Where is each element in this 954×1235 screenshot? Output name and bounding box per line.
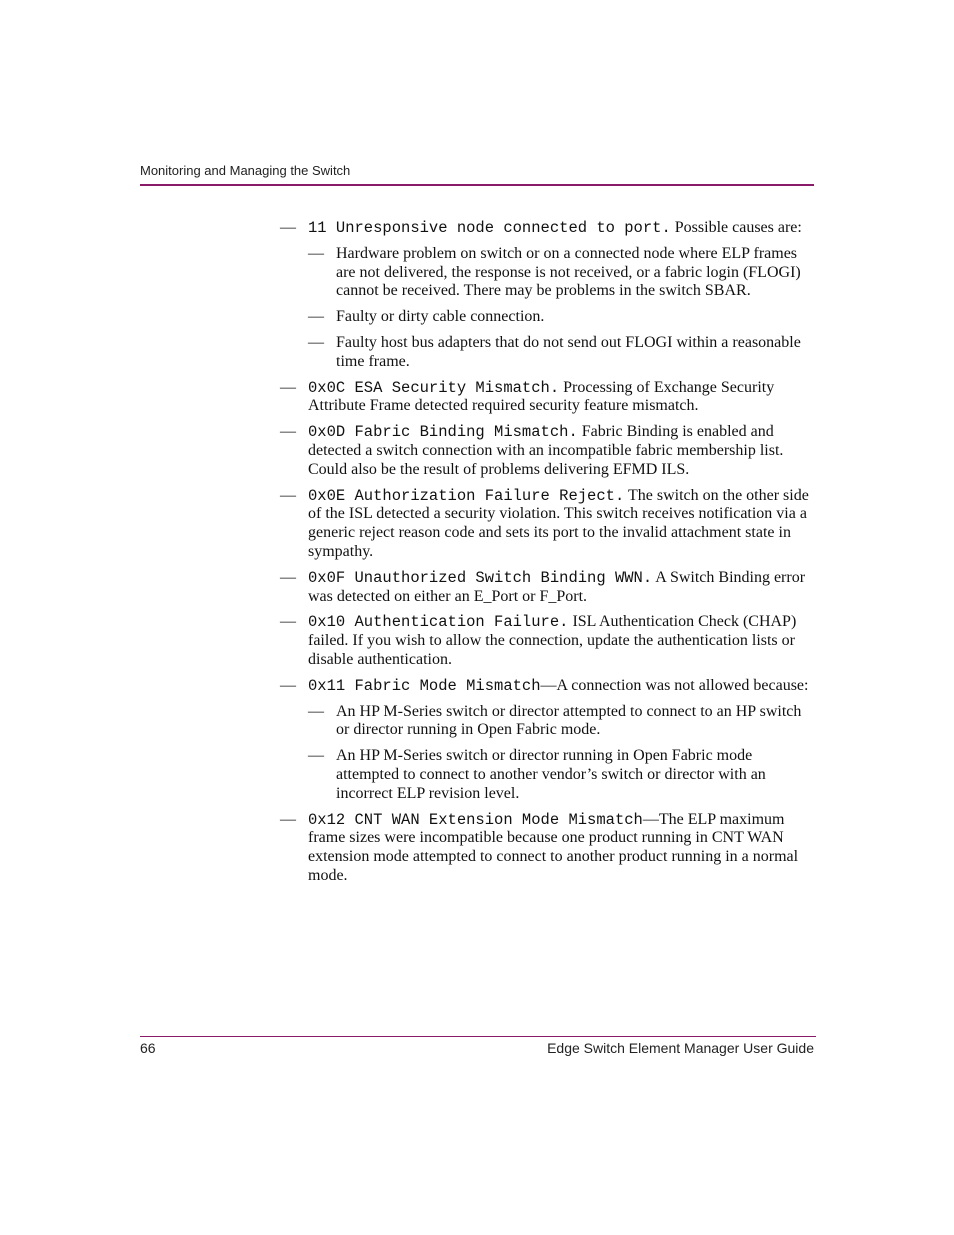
error-description: The switch on the other side of the ISL detected a security violation. This switch receives notification via a generic reject reason code and sets its port to the invalid attachment state in sympathy. bbox=[308, 486, 809, 560]
sub-list-item bbox=[308, 747, 815, 803]
cause-text: An HP M-Series switch or director attempted to connect to an HP switch or director running in Open Fabric mode. bbox=[336, 702, 802, 739]
list-item bbox=[280, 569, 815, 607]
error-description: A Switch Binding error was detected on either an E_Port or F_Port. bbox=[308, 568, 806, 605]
list-item bbox=[280, 423, 815, 479]
dash-bullet: — bbox=[280, 613, 296, 631]
list-item bbox=[280, 613, 815, 669]
footer-rule bbox=[140, 1036, 816, 1037]
error-description: Processing of Exchange Security Attribute Frame detected required security feature mismatch. bbox=[308, 378, 775, 415]
dash-bullet: — bbox=[280, 423, 296, 441]
dash-bullet: — bbox=[280, 219, 296, 236]
dash-bullet: — bbox=[280, 486, 296, 504]
page-number: 66 bbox=[140, 1040, 156, 1056]
sub-list-item bbox=[308, 334, 815, 372]
error-code: 0x12 CNT WAN Extension Mode Mismatch bbox=[308, 810, 643, 829]
error-code: 0x0D Fabric Binding Mismatch. bbox=[308, 423, 578, 442]
dash-bullet: — bbox=[308, 244, 324, 262]
error-code: 0x10 Authentication Failure. bbox=[308, 613, 569, 632]
guide-title: Edge Switch Element Manager User Guide bbox=[547, 1040, 814, 1056]
dash-bullet: — bbox=[308, 747, 324, 765]
cause-text: Faulty host bus adapters that do not send out FLOGI within a reasonable time frame. bbox=[336, 333, 801, 370]
list-item bbox=[280, 487, 815, 562]
list-item bbox=[280, 811, 815, 886]
error-code: 0x0E Authorization Failure Reject. bbox=[308, 486, 625, 505]
error-code: 0x0C ESA Security Mismatch. bbox=[308, 378, 560, 397]
error-code-list bbox=[280, 219, 815, 893]
sub-list-item bbox=[308, 245, 815, 301]
dash-bullet: — bbox=[280, 676, 296, 694]
list-item bbox=[280, 677, 815, 696]
dash-bullet: — bbox=[308, 308, 324, 326]
cause-text: Hardware problem on switch or on a connected node where ELP frames are not delivered, the response is not received, or a fabric login (FLOGI) cannot be received. There may be problems in the switch SBAR. bbox=[336, 244, 801, 300]
list-item bbox=[280, 379, 815, 417]
header-rule bbox=[140, 184, 814, 186]
dash-bullet: — bbox=[280, 810, 296, 828]
error-code: 11 Unresponsive node connected to port. bbox=[308, 219, 671, 237]
cause-text: Faulty or dirty cable connection. bbox=[336, 308, 545, 326]
dash-bullet: — bbox=[280, 378, 296, 396]
error-description: —A connection was not allowed because: bbox=[540, 676, 809, 694]
sub-list-item bbox=[308, 308, 815, 327]
dash-bullet: — bbox=[308, 333, 324, 351]
cause-text: An HP M-Series switch or director running in Open Fabric mode attempted to connect to another vendor’s switch or director with an incorrect ELP revision level. bbox=[336, 747, 766, 802]
sub-list-item bbox=[308, 703, 815, 741]
dash-bullet: — bbox=[308, 702, 324, 720]
error-description: —The ELP maximum frame sizes were incompatible because one product running in CNT WAN extension mode attempted to connect to another product running in a normal mode. bbox=[308, 810, 799, 884]
list-item bbox=[280, 219, 815, 238]
dash-bullet: — bbox=[280, 568, 296, 586]
error-description: ISL Authentication Check (CHAP) failed. If you wish to allow the connection, update the authentication lists or disable authentication. bbox=[308, 613, 797, 668]
error-code: 0x0F Unauthorized Switch Binding WWN. bbox=[308, 568, 653, 587]
error-description: Possible causes are: bbox=[670, 219, 802, 236]
running-header: Monitoring and Managing the Switch bbox=[140, 163, 351, 178]
error-description: Fabric Binding is enabled and detected a switch connection with an incompatible fabric membership list. Could also be the result of problems delivering EFMD ILS. bbox=[308, 423, 784, 478]
error-code: 0x11 Fabric Mode Mismatch bbox=[308, 676, 541, 695]
